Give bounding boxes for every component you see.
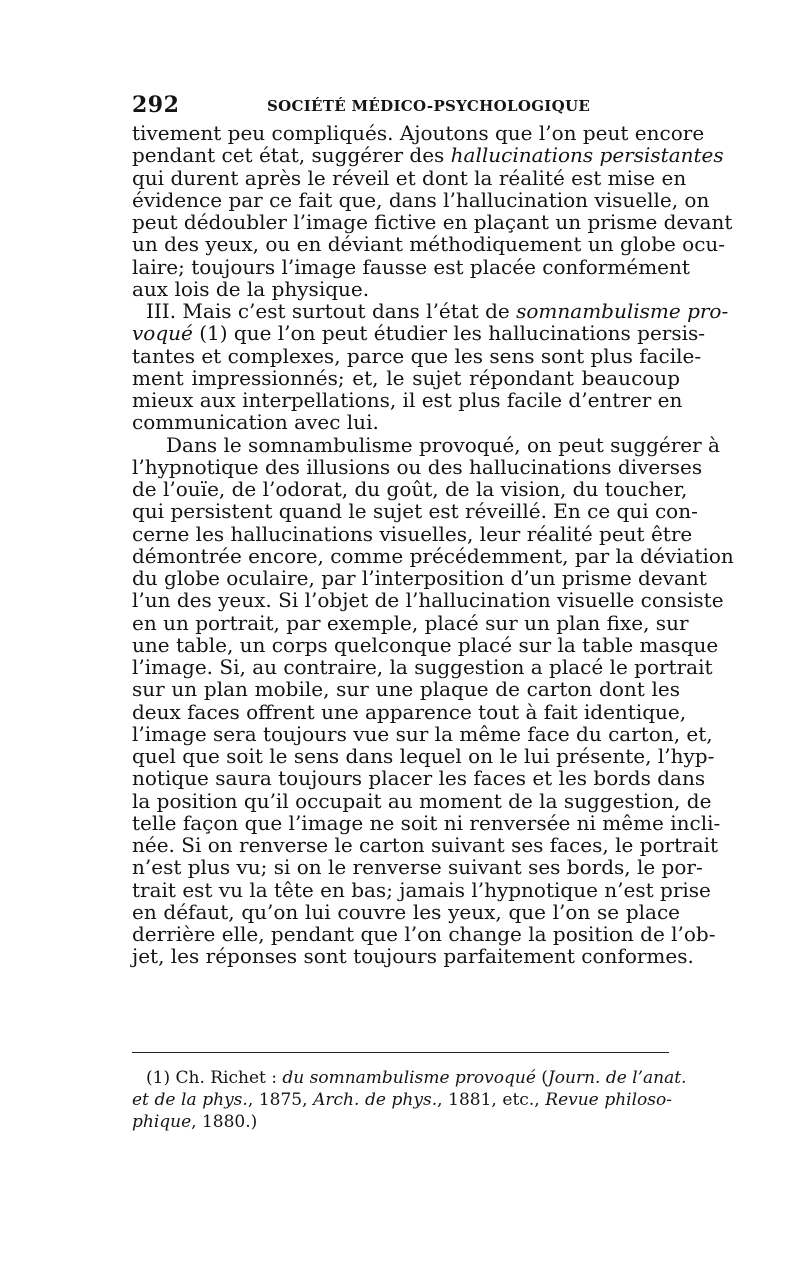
text-line: sur un plan mobile, sur une plaque de carton dont les [132,677,680,702]
text-line: l’image sera toujours vue sur la même face du carton, et, [132,721,713,746]
footnote-line: phique, 1880.) [132,1112,258,1132]
page-header [132,92,672,118]
text-line: aux lois de la physique. [132,276,370,301]
text-line: notique saura toujours placer les faces et les bords dans [132,766,706,791]
text-line: deux faces offrent une apparence tout à fait identique, [132,699,687,724]
italic-phrase: somnambulisme pro- [516,299,729,323]
footnote-divider [132,1052,669,1053]
text-line: tantes et complexes, parce que les sens sont plus facile- [132,343,702,368]
text-line: Dans le somnambulisme provoqué, on peut suggérer à [166,432,720,457]
text-line: du globe oculaire, par l’interposition d’un prisme devant [132,566,707,590]
main-text [132,121,734,969]
text-line: tivement peu compliqués. Ajoutons que l’on peut encore [132,121,705,145]
text-line: qui persistent quand le sujet est réveillé. En ce qui con- [132,499,698,524]
text-line: voqué (1) que l’on peut étudier les hallucinations persis- [132,321,706,346]
text-line: démontrée encore, comme précédemment, par la déviation [132,543,734,568]
text-line: mieux aux interpellations, il est plus facile d’entrer en [132,388,683,412]
text-line: peut dédoubler l’image fictive en plaçant un prisme devant [132,210,733,234]
text-line: l’un des yeux. Si l’objet de l’hallucination visuelle consiste [132,588,724,613]
text-line: III. Mais c’est surtout dans l’état de somnambulisme pro- [146,299,729,323]
text-line: ment impressionnés; et, le sujet répondant beaucoup [132,365,680,390]
text-line: n’est plus vu; si on le renverse suivant ses bords, le por- [132,855,703,880]
text-line: jet, les réponses sont toujours parfaitement conformes. [132,944,694,969]
italic-phrase: hallucinations persistantes [450,143,724,168]
text-line: évidence par ce fait que, dans l’hallucination visuelle, on [132,187,710,212]
text-line: la position qu’il occupait au moment de la suggestion, de [132,788,712,813]
footnote-line: et de la phys., 1875, Arch. de phys., 1881, etc., Revue philoso- [132,1090,672,1110]
text-line: laire; toujours l’image fausse est placée conformément [132,254,690,279]
footnote-line: (1) Ch. Richet : du somnambulisme provoqué (Journ. de l’anat. [146,1068,687,1088]
text-line: quel que soit le sens dans lequel on le lui présente, l’hyp- [132,744,715,768]
text-line: telle façon que l’image ne soit ni renversée ni même incli- [132,810,721,835]
running-head: SOCIÉTÉ MÉDICO-PSYCHOLOGIQUE [267,97,591,115]
text-line: pendant cet état, suggérer des hallucinations persistantes [132,143,724,168]
text-line: cerne les hallucinations visuelles, leur réalité peut être [132,521,693,546]
text-line: de l’ouïe, de l’odorat, du goût, de la vision, du toucher, [132,477,688,501]
text-line: l’hypnotique des illusions ou des hallucinations diverses [132,454,703,479]
text-line: née. Si on renverse le carton suivant ses faces, le portrait [132,833,719,857]
text-line: une table, un corps quelconque placé sur la table masque [132,632,719,657]
page-number: 292 [132,92,180,118]
text-line: l’image. Si, au contraire, la suggestion a placé le portrait [132,655,713,679]
text-line: communication avec lui. [132,410,379,435]
text-line: un des yeux, ou en déviant méthodiquement un globe ocu- [132,232,726,257]
text-line: derrière elle, pendant que l’on change la position de l’ob- [132,922,716,946]
text-line: qui durent après le réveil et dont la réalité est mise en [132,165,687,190]
footnote [132,1067,687,1133]
text-line: en un portrait, par exemple, placé sur un plan fixe, sur [132,610,689,635]
italic-phrase: voqué [132,321,193,346]
text-line: en défaut, qu’on lui couvre les yeux, que l’on se place [132,899,680,924]
text-line: trait est vu la tête en bas; jamais l’hypnotique n’est prise [132,877,711,902]
